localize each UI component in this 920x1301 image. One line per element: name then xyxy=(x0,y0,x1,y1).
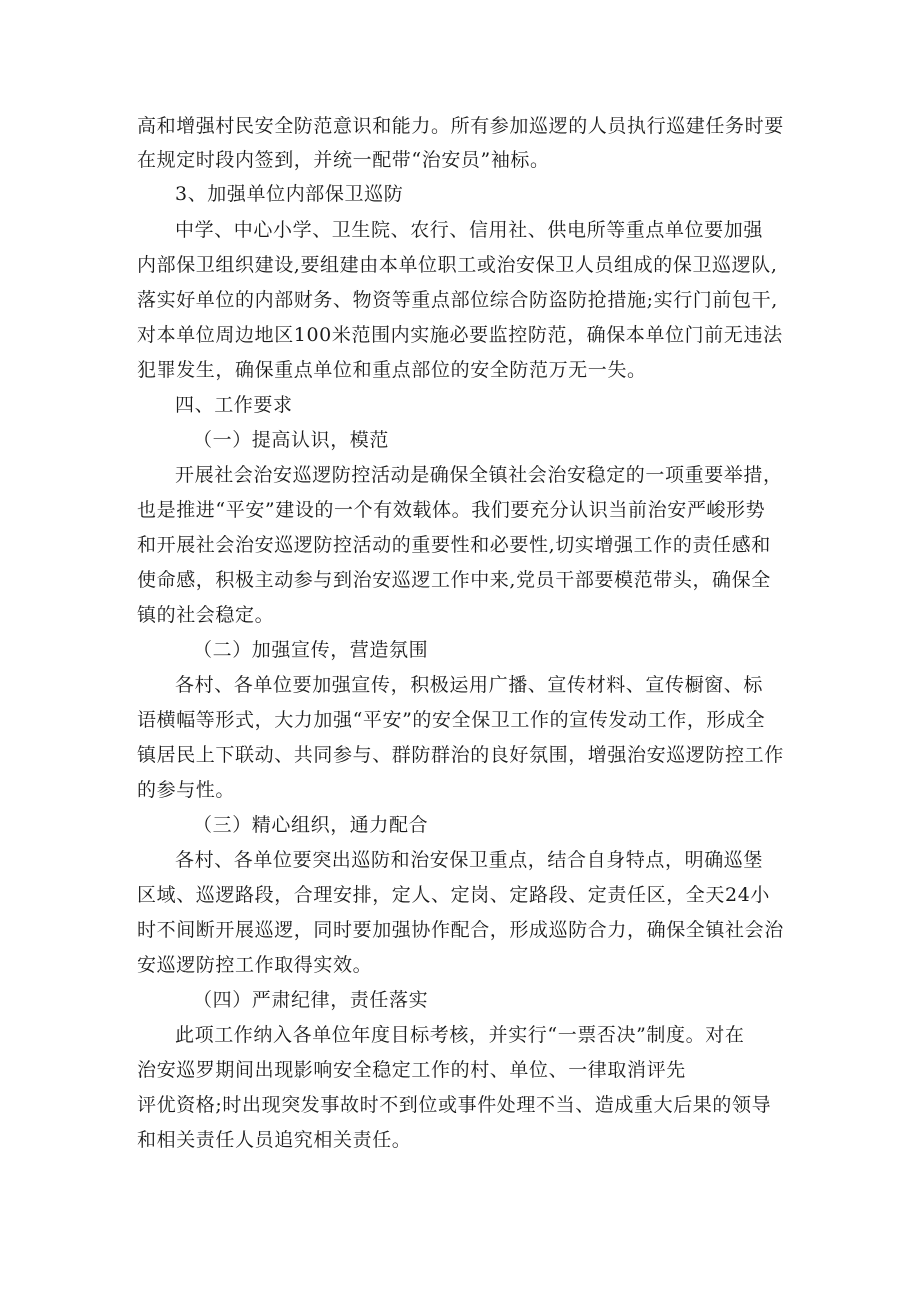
body-text-line: 镇居民上下联动、共同参与、群防群治的良好氛围，增强治安巡逻防控工作 xyxy=(137,744,784,766)
body-text-line: 镇的社会稳定。 xyxy=(137,604,275,626)
body-text-line: 的参与性。 xyxy=(137,779,236,801)
body-text-line: 中学、中心小学、卫生院、农行、信用社、供电所等重点单位要加强 xyxy=(175,219,764,241)
body-text-line: 开展社会治安巡逻防控活动是确保全镇社会治安稳定的一项重要举措， xyxy=(175,464,783,486)
subsection-heading: 3、加强单位内部保卫巡防 xyxy=(175,183,404,205)
section-heading: 四、工作要求 xyxy=(175,394,293,416)
body-text-line: 也是推进“平安”建设的一个有效载体。我们要充分认识当前治安严峻形势 xyxy=(137,499,766,521)
body-text-line: 治安巡罗期间出现影响安全稳定工作的村、单位、一律取消评先 xyxy=(137,1059,686,1081)
body-text-line: 内部保卫组织建设,要组建由本单位职工或治安保卫人员组成的保卫巡逻队, xyxy=(137,254,778,276)
body-text-line: 区域、巡逻路段，合理安排，定人、定岗、定路段、定责任区，全天24小 xyxy=(137,884,770,906)
body-text-line: 各村、各单位要加强宣传，积极运用广播、宣传材料、宣传橱窗、标 xyxy=(175,674,764,696)
body-text-line: 安巡逻防控工作取得实效。 xyxy=(137,954,373,976)
subsection-heading: （三）精心组织，通力配合 xyxy=(193,814,429,836)
body-text-line: 语横幅等形式，大力加强“平安”的安全保卫工作的宣传发动工作，形成全 xyxy=(137,709,766,731)
body-text-line: 犯罪发生，确保重点单位和重点部位的安全防范万无一失。 xyxy=(137,359,647,381)
body-text-line: 各村、各单位要突出巡防和治安保卫重点，结合自身特点，明确巡堡 xyxy=(175,849,764,871)
body-text-line: 在规定时段内签到，并统一配带“治安员”袖标。 xyxy=(137,149,550,171)
body-text-line: 和开展社会治安巡逻防控活动的重要性和必要性,切实增强工作的责任感和 xyxy=(137,534,771,556)
body-text-line: 使命感，积极主动参与到治安巡逻工作中来,党员干部要模范带头，确保全 xyxy=(137,569,771,591)
body-text-line: 时不间断开展巡逻，同时要加强协作配合，形成巡防合力，确保全镇社会治 xyxy=(137,919,784,941)
body-text-line: 对本单位周边地区100米范围内实施必要监控防范，确保本单位门前无违法 xyxy=(137,324,783,346)
body-text-line: 此项工作纳入各单位年度目标考核，并实行“一票否决”制度。对在 xyxy=(175,1024,745,1046)
body-text-line: 评优资格;时出现突发事故时不到位或事件处理不当、造成重大后果的领导 xyxy=(137,1094,772,1116)
body-text-line: 和相关责任人员追究相关责任。 xyxy=(137,1129,412,1151)
subsection-heading: （四）严肃纪律，责任落实 xyxy=(193,989,429,1011)
subsection-heading: （一）提高认识，模范 xyxy=(193,429,390,451)
body-text-line: 高和增强村民安全防范意识和能力。所有参加巡逻的人员执行巡建任务时要 xyxy=(137,115,784,137)
body-text-line: 落实好单位的内部财务、物资等重点部位综合防盗防抢措施;实行门前包干, xyxy=(137,289,778,311)
subsection-heading: （二）加强宣传，营造氛围 xyxy=(193,639,429,661)
